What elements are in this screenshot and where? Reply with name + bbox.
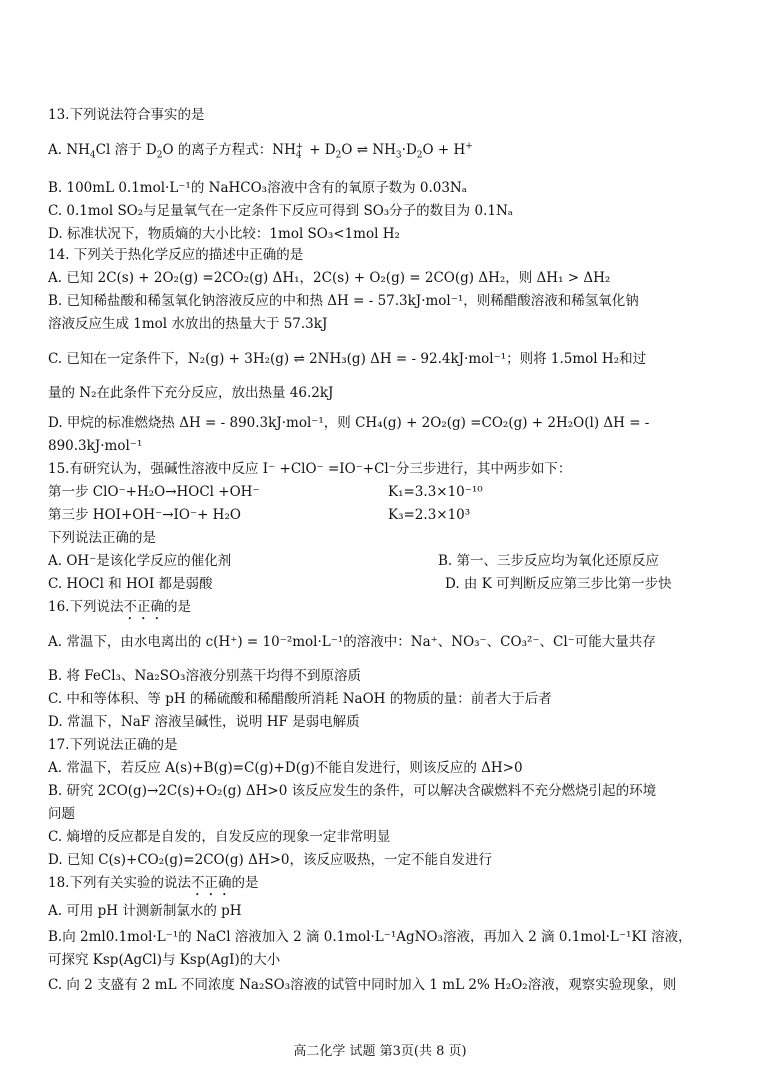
q14-option-b-line1: B. 已知稀盐酸和稀氢氧化钠溶液反应的中和热 ΔH = - 57.3kJ·mol⁻¹，则稀醋酸溶液和稀氢氧化钠 (48, 293, 639, 309)
q14-option-b-line2: 溶液反应生成 1mol 水放出的热量大于 57.3kJ (48, 316, 328, 332)
q15-option-c: C. HOCl 和 HOI 都是弱酸 (48, 576, 213, 592)
q16-option-b: B. 将 FeCl₃、Na₂SO₃溶液分别蒸干均得不到原溶质 (48, 668, 361, 684)
q15-k3: K₃=2.3×10³ (388, 507, 471, 523)
q15-options-ab (48, 551, 720, 571)
q15-option-d: D. 由 K 可判断反应第三步比第一步快 (445, 576, 672, 592)
q15-step3: 第三步 HOI+OH⁻→IO⁻+ H₂O K₃=2.3×10³ (48, 507, 471, 523)
q15-step1: 第一步 ClO⁻+H₂O→HOCl +OH⁻ K₁=3.3×10⁻¹⁰ (48, 484, 483, 500)
q15-prompt: 下列说法正确的是 (48, 530, 156, 546)
q14-option-c-line1: C. 已知在一定条件下，N₂(g) + 3H₂(g) ⇌ 2NH₃(g) ΔH = - 92.4kJ·mol⁻¹；则将 1.5mol H₂和过 (48, 351, 647, 367)
q14-option-c-line2: 量的 N₂在此条件下充分反应，放出热量 46.2kJ (48, 385, 334, 401)
q18-option-b-line2: 可探究 Ksp(AgCl)与 Ksp(AgI)的大小 (48, 952, 281, 968)
q14-stem: 14. 下列关于热化学反应的描述中正确的是 (48, 247, 304, 263)
q17-stem: 17.下列说法正确的是 (48, 737, 178, 753)
q18-option-c: C. 向 2 支盛有 2 mL 不同浓度 Na₂SO₃溶液的试管中同时加入 1 mL 2% H₂O₂溶液，观察实验现象，则 (48, 977, 677, 993)
q17-option-d: D. 已知 C(s)+CO₂(g)=2CO(g) ΔH>0，该反应吸热，一定不能自发进行 (48, 852, 492, 868)
q13-option-a: A. $NH_4Cl$ 溶于 $D_2O$ 的离子方程式：$NH_4^+ + D_2O$ ⇌ $NH_3\cdot D_2O + H^+$ (48, 141, 473, 161)
q13-option-b: B. 100mL 0.1mol·L⁻¹的 NaHCO₃溶液中含有的氧原子数为 0.03Nₐ (48, 180, 467, 196)
q15-stem: 15.有研究认为，强碱性溶液中反应 I⁻ +ClO⁻ =IO⁻+Cl⁻分三步进行，其中两步如下： (48, 461, 572, 477)
q14-option-d-line1: D. 甲烷的标准燃烧热 ΔH = - 890.3kJ·mol⁻¹，则 CH₄(g) + 2O₂(g) =CO₂(g) + 2H₂O(l) ΔH = - (48, 415, 650, 431)
q18-option-a: A. 可用 pH 计测新制氯水的 pH (48, 903, 242, 919)
q16-stem: 16.下列说法不正确的是 (48, 599, 191, 615)
q16-option-c: C. 中和等体积、等 pH 的稀硫酸和稀醋酸所消耗 NaOH 的物质的量：前者大于后者 (48, 691, 552, 707)
q15-option-a: A. OH⁻是该化学反应的催化剂 (48, 553, 232, 569)
q18-stem: 18.下列有关实验的说法不正确的是 (48, 875, 259, 891)
page-footer: 高二化学 试题 第3页(共 8 页) (293, 1044, 467, 1059)
q13-option-d: D. 标准状况下，物质熵的大小比较：1mol SO₃<1mol H₂ (48, 226, 400, 242)
q17-option-a: A. 常温下，若反应 A(s)+B(g)=C(g)+D(g)不能自发进行，则该反应的 ΔH>0 (48, 760, 523, 776)
q15-options-cd (48, 574, 720, 594)
q17-option-b-line2: 问题 (48, 806, 75, 822)
q16-option-a: A. 常温下，由水电离出的 c(H⁺) = 10⁻²mol·L⁻¹的溶液中：Na⁺、NO₃⁻、CO₃²⁻、Cl⁻可能大量共存 (48, 634, 656, 650)
q18-option-b-line1: B.向 2ml0.1mol·L⁻¹的 NaCl 溶液加入 2 滴 0.1mol·L⁻¹AgNO₃溶液，再加入 2 滴 0.1mol·L⁻¹KI 溶液， (48, 929, 692, 945)
q13-stem: 13.下列说法符合事实的是 (48, 107, 205, 123)
q14-option-a: A. 已知 2C(s) + 2O₂(g) =2CO₂(g) ΔH₁，2C(s) + O₂(g) = 2CO(g) ΔH₂，则 ΔH₁ > ΔH₂ (48, 270, 611, 286)
q13-option-c: C. 0.1mol SO₂与足量氧气在一定条件下反应可得到 SO₃分子的数目为 0.1Nₐ (48, 203, 513, 219)
q15-k1: K₁=3.3×10⁻¹⁰ (388, 484, 483, 500)
q16-option-d: D. 常温下，NaF 溶液呈碱性，说明 HF 是弱电解质 (48, 714, 360, 730)
q15-option-b: B. 第一、三步反应均为氧化还原反应 (438, 553, 660, 569)
q17-option-c: C. 熵增的反应都是自发的，自发反应的现象一定非常明显 (48, 829, 391, 845)
q17-option-b-line1: B. 研究 2CO(g)→2C(s)+O₂(g) ΔH>0 该反应发生的条件，可以解决含碳燃料不充分燃烧引起的环境 (48, 783, 657, 799)
q14-option-d-line2: 890.3kJ·mol⁻¹ (48, 438, 143, 454)
